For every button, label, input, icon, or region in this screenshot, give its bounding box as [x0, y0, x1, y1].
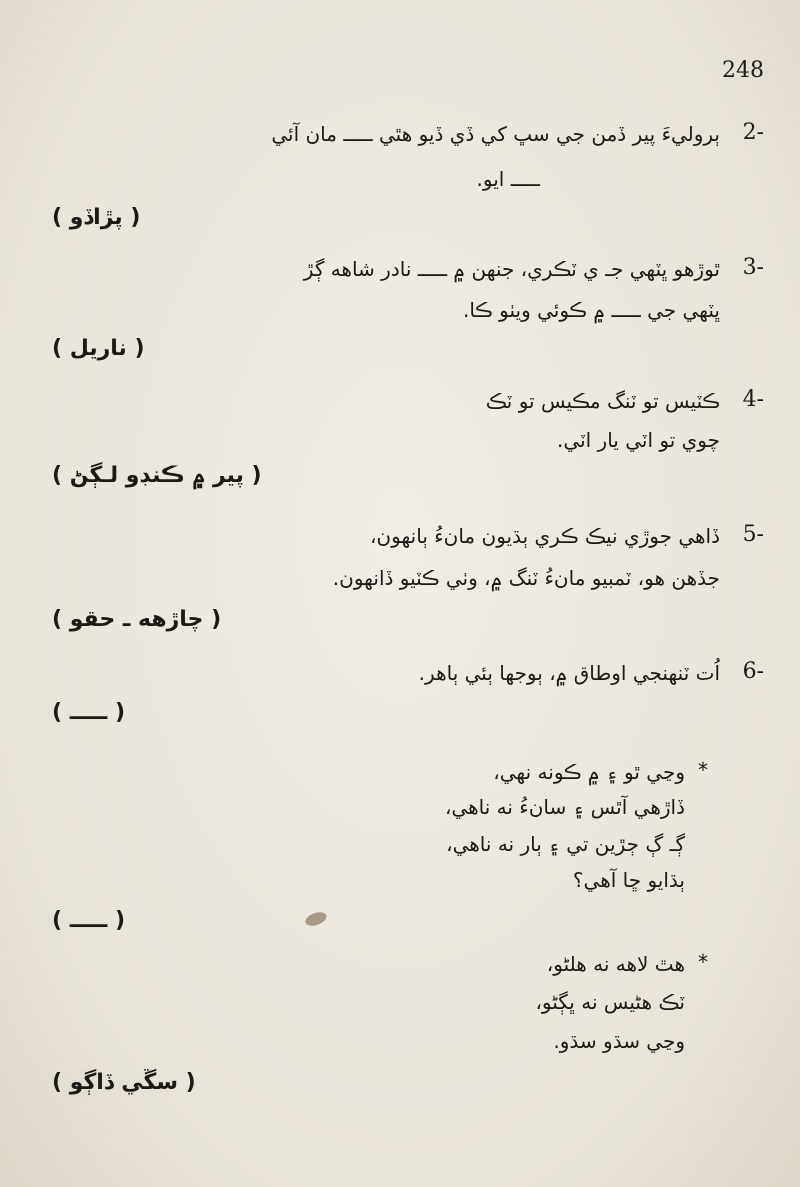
riddle-line: اُت ٽنهنجي اوطاق ۾، ٻوجها ٻئي ٻاهر.: [418, 661, 720, 685]
riddle-line: ڪٽيس تو ٽنگ مڪيس تو ٽڪ: [485, 389, 720, 413]
page-number: 248: [722, 58, 764, 83]
riddle-line: وڃي سڌو سڌو.: [553, 1029, 685, 1053]
item-number: 6-: [742, 659, 764, 684]
riddle-line: ٻڌايو ڇا آهي؟: [572, 868, 685, 892]
riddle-answer: ( ـــــ ): [52, 700, 126, 725]
item-number: 3-: [742, 255, 764, 280]
riddle-line: هٿ لاهه نه هلڻو،: [546, 952, 685, 976]
riddle-answer: ( ـــــ ): [52, 908, 126, 933]
riddle-marker: *: [698, 758, 708, 782]
paper-stain: [304, 910, 329, 929]
item-number: 5-: [742, 522, 764, 547]
riddle-line: وڃي ٿو ۽ ۾ ڪونه نهي،: [493, 760, 685, 784]
riddle-line: چوي تو اٽي يار اٽي.: [557, 428, 720, 452]
riddle-line: ڏاڙهي آٿس ۽ سانءُ نه ناهي،: [444, 795, 685, 819]
riddle-line: جڏهن هو، ٽمبيو مانءُ ٽنگ ۾، وٺي ڪٽيو ڏانهون.: [332, 566, 720, 590]
riddle-marker: *: [698, 950, 708, 974]
item-number: 2-: [742, 120, 764, 145]
riddle-answer: ( پير ۾ ڪنڊو لـڳڻ ): [52, 463, 262, 488]
riddle-line: ڏاهي جوڙي نيڪ ڪري ٻڌيون مانءُ ٻانهون،: [369, 524, 720, 548]
riddle-answer: ( چاڙهه ـ حقو ): [52, 607, 222, 632]
item-number: 4-: [742, 387, 764, 412]
riddle-line: ٽڪ هڻيس نه ڀڳڻو،: [535, 990, 685, 1014]
riddle-line: ڀٽهي جي ـــــ ۾ ڪوئي ويٺو ڪا.: [462, 298, 720, 322]
riddle-answer: ( ناريل ): [52, 336, 145, 361]
riddle-line: ڳـ ڳ ڄڙين تي ۽ ٻار نه ناهي،: [446, 832, 685, 856]
riddle-line: ٻروليءَ پير ڏمن جي سڀ کي ڏي ڏيو هٿي ـــــ مان آئي: [271, 122, 720, 146]
riddle-answer: ( سڱي ڏاڳو ): [52, 1070, 196, 1095]
riddle-answer: ( پڙاڏو ): [52, 205, 141, 230]
riddle-line: ـــــ ايو.: [476, 167, 540, 191]
riddle-line: ٿوڙهو ڀٽهي جـ ي ٽڪري، جنهن ۾ ـــــ نادر شاهه ڳڙ: [303, 257, 720, 281]
